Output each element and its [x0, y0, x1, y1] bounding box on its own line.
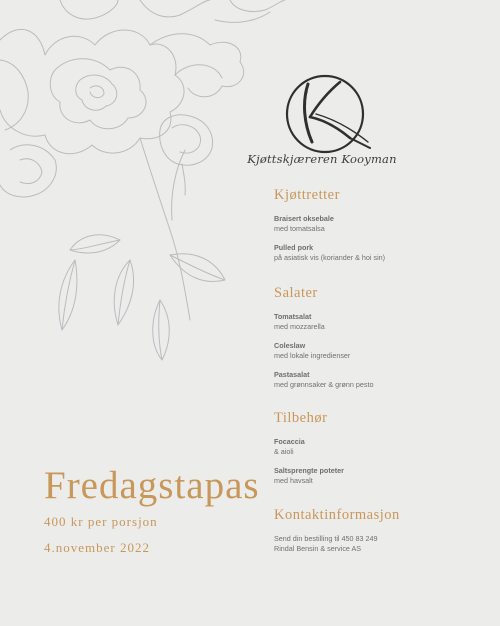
item-name: Coleslaw: [274, 341, 306, 350]
section-kjottretter: [274, 186, 385, 272]
item-name: Braisert oksebale: [274, 214, 334, 223]
section-tilbehor: [274, 409, 344, 495]
event-date: 4.november 2022: [44, 540, 150, 555]
section-title: Kontaktinformasjon: [274, 507, 400, 523]
section-kontaktinformasjon: [274, 506, 400, 554]
list-item: [274, 312, 373, 332]
list-item: [274, 243, 385, 263]
item-name: Focaccia: [274, 437, 305, 446]
section-title: Kjøttretter: [274, 187, 340, 203]
item-name: Pastasalat: [274, 370, 310, 379]
list-item: [274, 370, 373, 390]
section-salater: [274, 284, 373, 399]
list-item: [274, 214, 385, 234]
item-description: & aioli: [274, 447, 294, 456]
item-name: Tomatsalat: [274, 312, 312, 321]
list-item: [274, 341, 373, 361]
item-description: med lokale ingredienser: [274, 351, 351, 360]
list-item: [274, 466, 344, 486]
item-description: på asiatisk vis (koriander & hoi sin): [274, 253, 386, 262]
section-title: Tilbehør: [274, 410, 328, 426]
item-description: med havsalt: [274, 476, 313, 485]
item-description: med grønnsaker & grønn pesto: [274, 380, 374, 389]
brand-name: Kjøttskjæreren Kooyman: [247, 152, 397, 166]
list-item: [274, 437, 344, 457]
event-title: Fredagstapas: [44, 464, 260, 507]
contact-line: Rindal Bensin & service AS: [274, 544, 362, 553]
item-description: med mozzarella: [274, 322, 325, 331]
item-description: med tomatsalsa: [274, 224, 325, 233]
item-name: Saltsprengte poteter: [274, 466, 344, 475]
contact-line: Send din bestilling til 450 83 249: [274, 534, 378, 543]
item-name: Pulled pork: [274, 243, 314, 252]
event-price: 400 kr per porsjon: [44, 514, 158, 529]
section-title: Salater: [274, 285, 318, 301]
floral-illustration: [0, 0, 300, 370]
event-info: [44, 462, 260, 557]
